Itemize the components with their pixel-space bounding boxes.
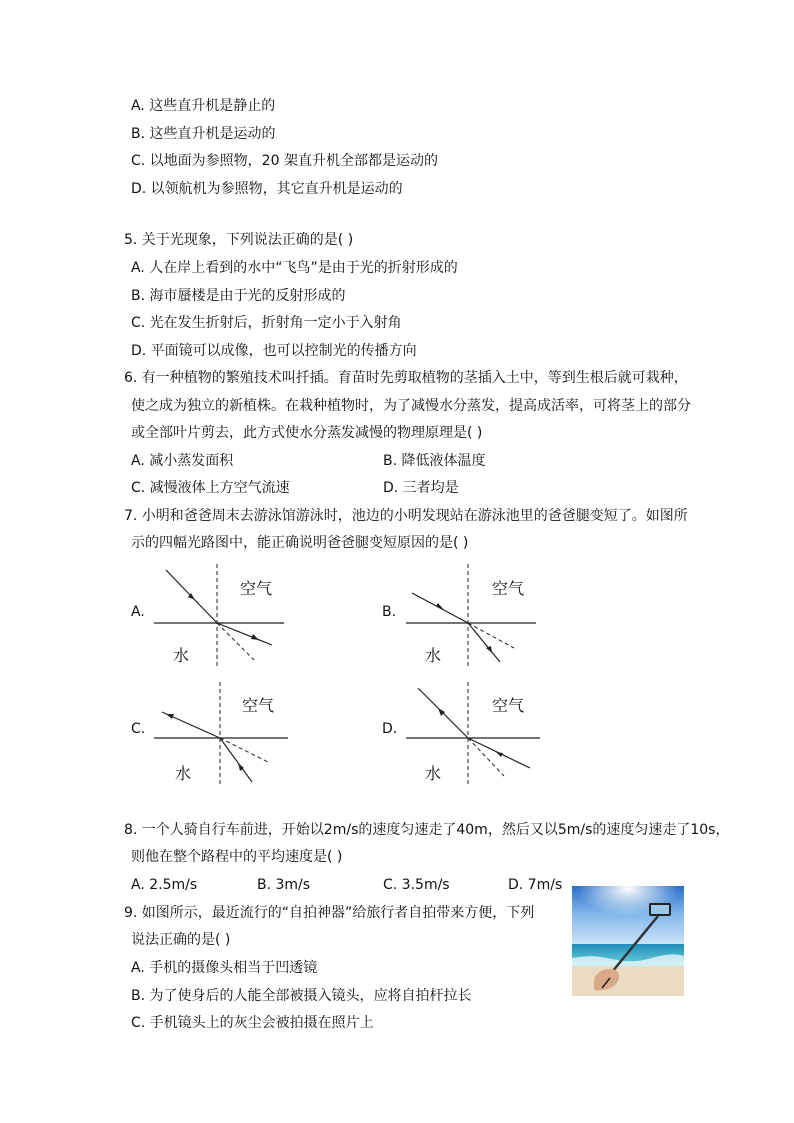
diagram-d-label: D.	[382, 721, 398, 737]
selfie-stick-photo	[572, 886, 684, 996]
diagram-c-water-label: 水	[175, 764, 192, 783]
diagram-b-water-label: 水	[425, 646, 442, 665]
q4-option-d: D. 以领航机为参照物，其它直升机是运动的	[131, 181, 403, 197]
q5-option-c: C. 光在发生折射后，折射角一定小于入射角	[131, 315, 402, 331]
q8-stem-line2: 则他在整个路程中的平均速度是( )	[131, 849, 343, 865]
diagram-c-label: C.	[131, 721, 146, 737]
q6-option-d: D. 三者均是	[383, 480, 459, 496]
q5-option-d: D. 平面镜可以成像，也可以控制光的传播方向	[131, 343, 417, 359]
q4-option-c: C. 以地面为参照物，20 架直升机全部都是运动的	[131, 153, 438, 169]
q9-stem-line2: 说法正确的是( )	[131, 932, 231, 948]
q6-stem-line3: 或全部叶片剪去，此方式使水分蒸发减慢的物理原理是( )	[131, 425, 483, 441]
q9-option-b: B. 为了使身后的人能全部被摄入镜头，应将自拍杆拉长	[131, 988, 472, 1004]
q6-option-c: C. 减慢液体上方空气流速	[131, 480, 290, 496]
q7-stem-line1: 7. 小明和爸爸周末去游泳馆游泳时，池边的小明发现站在游泳池里的爸爸腿变短了。如图所	[124, 508, 688, 524]
q5-option-a: A. 人在岸上看到的水中“飞鸟”是由于光的折射形成的	[131, 260, 458, 276]
q6-option-b: B. 降低液体温度	[383, 453, 486, 469]
q8-option-c: C. 3.5m/s	[383, 877, 450, 893]
diagram-a-label: A.	[131, 604, 145, 620]
q6-stem-line1: 6. 有一种植物的繁殖技术叫扦插。育苗时先剪取植物的茎插入土中，等到生根后就可栽种，	[124, 370, 688, 386]
q5-option-b: B. 海市蜃楼是由于光的反射形成的	[131, 288, 346, 304]
q6-stem-line2: 使之成为独立的新植株。在栽种植物时，为了减慢水分蒸发，提高成活率，可将茎上的部分	[131, 398, 691, 414]
q6-option-a: A. 减小蒸发面积	[131, 453, 234, 469]
diagram-d-air-label: 空气	[492, 696, 525, 715]
diagram-d-water-label: 水	[425, 764, 442, 783]
diagram-b-label: B.	[382, 604, 397, 620]
diagram-c-air-label: 空气	[242, 696, 275, 715]
q9-option-a: A. 手机的摄像头相当于凹透镜	[131, 960, 318, 976]
q4-option-b: B. 这些直升机是运动的	[131, 126, 276, 142]
q8-option-b: B. 3m/s	[257, 877, 311, 893]
q8-option-d: D. 7m/s	[508, 877, 563, 893]
q7-stem-line2: 示的四幅光路图中，能正确说明爸爸腿变短原因的是( )	[131, 535, 469, 551]
q9-stem-line1: 9. 如图所示，最近流行的“自拍神器”给旅行者自拍带来方便，下列	[124, 905, 535, 921]
q8-stem-line1: 8. 一个人骑自行车前进，开始以2m/s的速度匀速走了40m，然后又以5m/s的速度匀速走了10s，	[124, 822, 730, 838]
diagram-b-air-label: 空气	[492, 579, 525, 598]
q4-option-a: A. 这些直升机是静止的	[131, 98, 276, 114]
diagram-a-air-label: 空气	[240, 579, 273, 598]
q8-option-a: A. 2.5m/s	[131, 877, 198, 893]
q9-option-c: C. 手机镜头上的灰尘会被拍摄在照片上	[131, 1015, 374, 1031]
diagram-a-water-label: 水	[173, 646, 190, 665]
q5-stem: 5. 关于光现象，下列说法正确的是( )	[124, 232, 354, 248]
